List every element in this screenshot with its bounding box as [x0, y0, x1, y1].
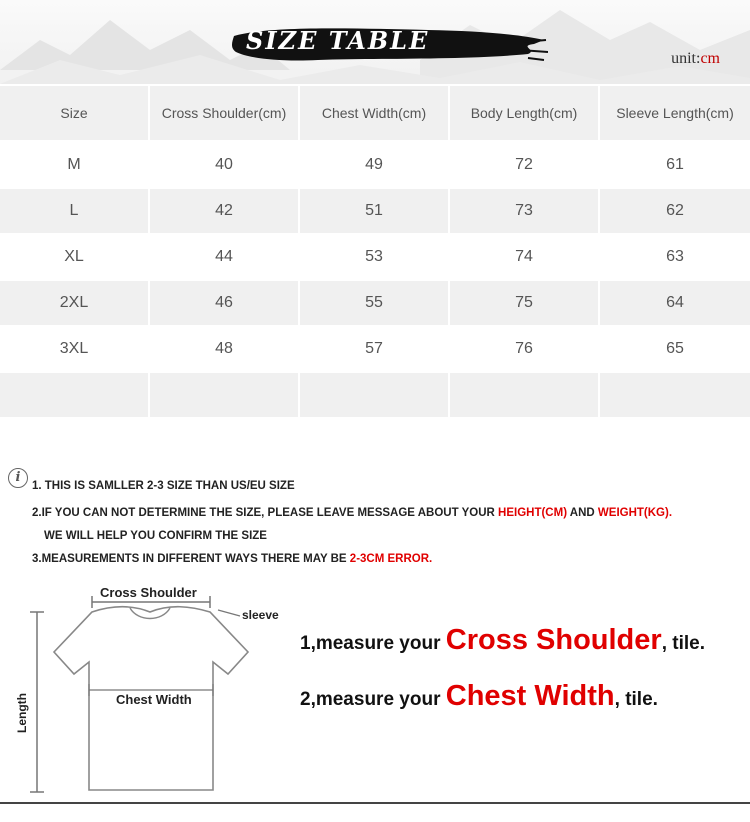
table-cell: 63: [600, 235, 750, 279]
table-header: Chest Width(cm): [300, 86, 448, 140]
table-cell: 64: [600, 281, 750, 325]
table-cell: 55: [300, 281, 448, 325]
note-line-3: 3.MEASUREMENTS IN DIFFERENT WAYS THERE MAY BE 2-3CM ERROR.: [32, 553, 433, 565]
table-header-row: [0, 86, 750, 140]
sleeve-label: sleeve: [242, 608, 279, 622]
info-icon: i: [8, 468, 28, 488]
table-cell: M: [0, 143, 148, 187]
table-row: [0, 189, 750, 233]
table-header: Sleeve Length(cm): [600, 86, 750, 140]
size-notes: [0, 462, 750, 582]
measurement-diagram: [0, 582, 750, 822]
table-row: [0, 235, 750, 279]
table-cell: 2XL: [0, 281, 148, 325]
bottom-divider: [0, 802, 750, 804]
table-cell: 65: [600, 327, 750, 371]
table-cell: 76: [450, 327, 598, 371]
table-cell: L: [0, 189, 148, 233]
table-row: [0, 281, 750, 325]
table-cell: 42: [150, 189, 298, 233]
table-row-empty: [0, 373, 750, 417]
table-cell: XL: [0, 235, 148, 279]
note-line-1: 1. THIS IS SAMLLER 2-3 SIZE THAN US/EU SIZE: [32, 480, 295, 492]
table-cell: 46: [150, 281, 298, 325]
table-cell: [150, 373, 298, 417]
table-cell: [450, 373, 598, 417]
note-line-2b: WE WILL HELP YOU CONFIRM THE SIZE: [44, 530, 267, 542]
table-row: [0, 327, 750, 371]
table-cell: 61: [600, 143, 750, 187]
table-cell: 40: [150, 143, 298, 187]
table-header: Cross Shoulder(cm): [150, 86, 298, 140]
table-cell: 74: [450, 235, 598, 279]
instruction-chest-width: 2,measure your Chest Width, tile.: [300, 680, 658, 712]
table-cell: 3XL: [0, 327, 148, 371]
instruction-cross-shoulder: 1,measure your Cross Shoulder, tile.: [300, 624, 705, 656]
table-cell: 48: [150, 327, 298, 371]
table-row: [0, 143, 750, 187]
size-table-banner: [0, 0, 750, 84]
table-cell: 51: [300, 189, 448, 233]
banner-title: SIZE TABLE: [246, 26, 430, 55]
chest-width-label: Chest Width: [116, 692, 192, 707]
table-cell: [600, 373, 750, 417]
table-cell: 62: [600, 189, 750, 233]
table-cell: 49: [300, 143, 448, 187]
table-header: Body Length(cm): [450, 86, 598, 140]
table-cell: 57: [300, 327, 448, 371]
size-table: [0, 86, 750, 419]
table-cell: 53: [300, 235, 448, 279]
table-cell: [0, 373, 148, 417]
table-header: Size: [0, 86, 148, 140]
cross-shoulder-label: Cross Shoulder: [100, 585, 197, 600]
table-cell: 44: [150, 235, 298, 279]
table-cell: 75: [450, 281, 598, 325]
table-cell: [300, 373, 448, 417]
table-cell: 73: [450, 189, 598, 233]
note-line-2: 2.IF YOU CAN NOT DETERMINE THE SIZE, PLEASE LEAVE MESSAGE ABOUT YOUR HEIGHT(CM) AND WEIGHT(KG).: [32, 507, 673, 519]
length-label: Length: [15, 693, 29, 733]
table-cell: 72: [450, 143, 598, 187]
unit-label: unit:cm: [671, 50, 720, 67]
